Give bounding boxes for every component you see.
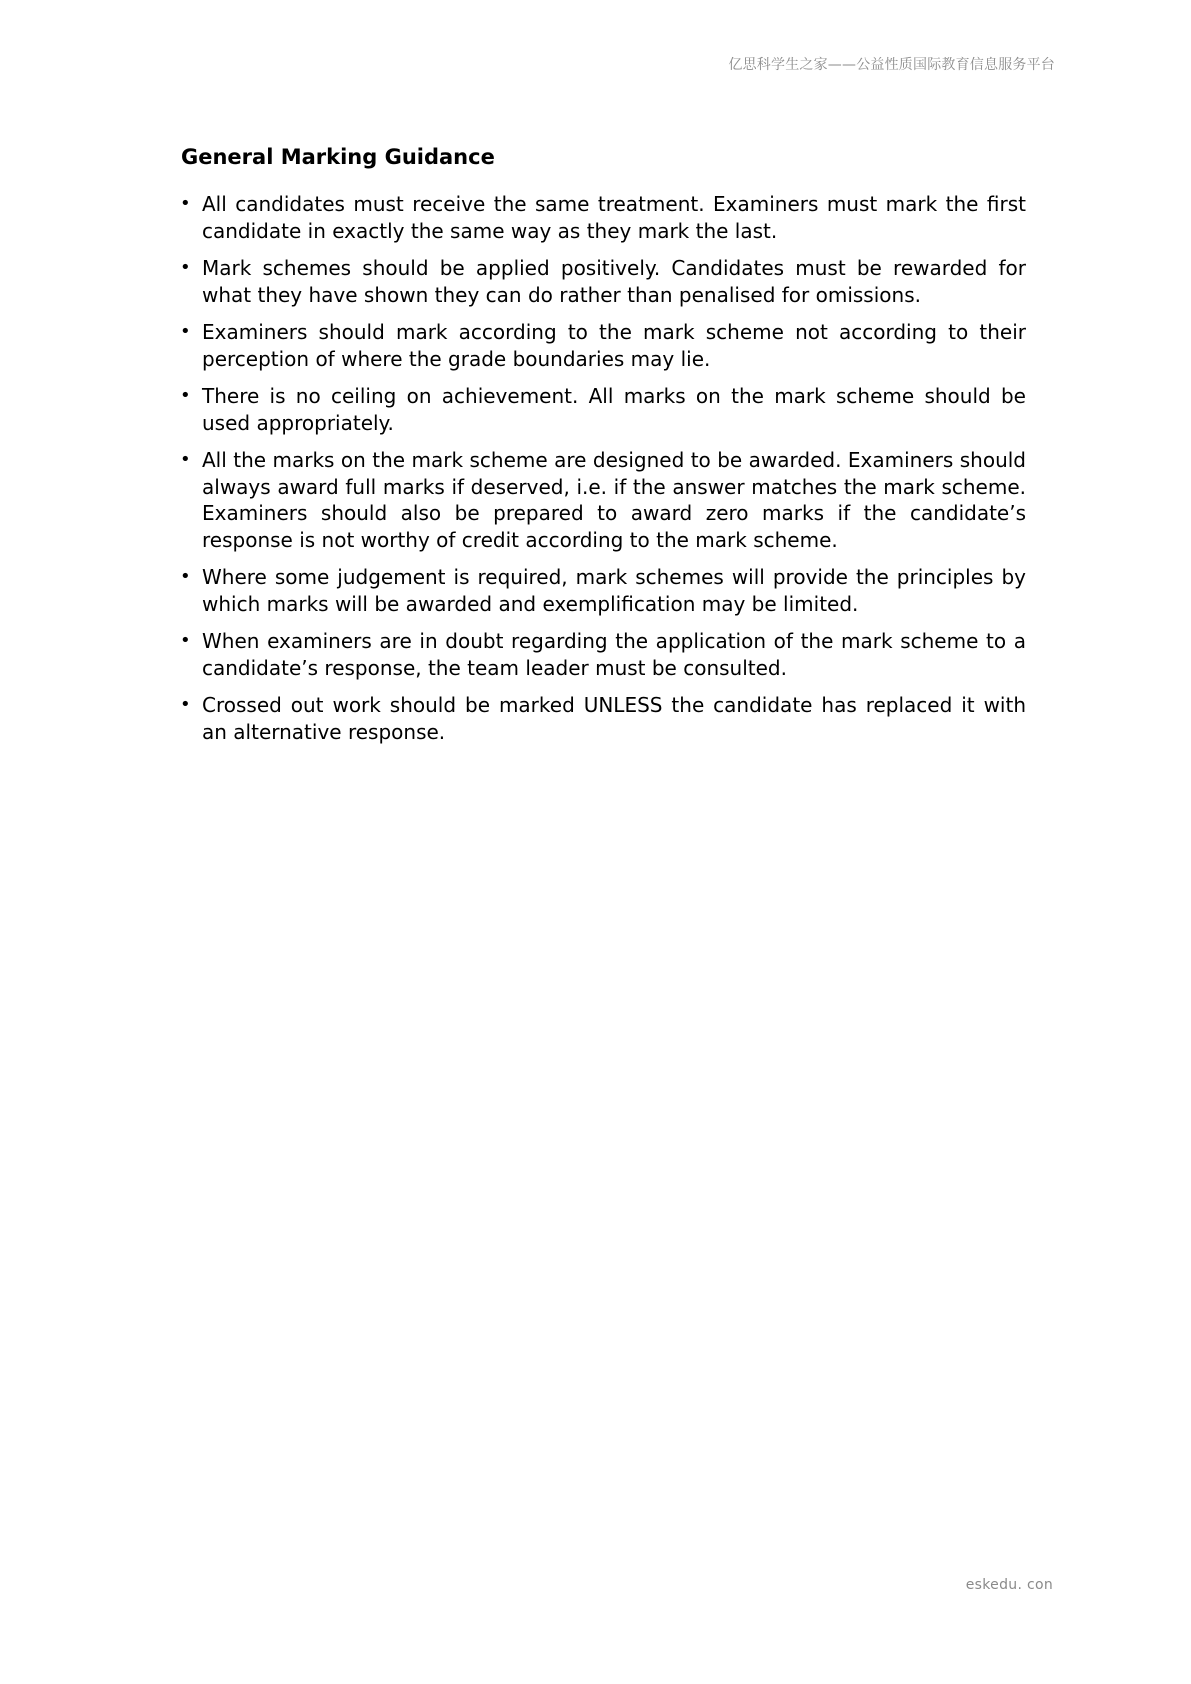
guidance-item-text: All the marks on the mark scheme are designed to be awarded. Examiners should always award full marks if deserved, i.e. if the answer matches the mark scheme. Examiners should also be prepared to award zero marks if the candidate’s response is not worthy of credit according to the mark scheme. <box>202 448 1026 552</box>
guidance-item-text: Crossed out work should be marked UNLESS the candidate has replaced it with an alternative response. <box>202 693 1026 744</box>
bullet-icon: • <box>180 321 191 342</box>
bullet-icon: • <box>180 566 191 587</box>
guidance-item <box>180 383 1026 436</box>
guidance-item <box>180 564 1026 617</box>
header-site-note: 亿思科学生之家——公益性质国际教育信息服务平台 <box>728 57 1055 73</box>
guidance-item <box>180 628 1026 681</box>
bullet-icon: • <box>180 193 191 214</box>
guidance-item-text: There is no ceiling on achievement. All marks on the mark scheme should be used appropriately. <box>202 384 1026 435</box>
footer-site: eskedu. con <box>965 1577 1053 1593</box>
guidance-item <box>180 255 1026 308</box>
bullet-icon: • <box>180 630 191 651</box>
bullet-icon: • <box>180 694 191 715</box>
bullet-icon: • <box>180 257 191 278</box>
marking-guidance-section <box>180 143 1026 756</box>
guidance-item <box>180 447 1026 553</box>
guidance-list <box>180 191 1026 745</box>
bullet-icon: • <box>180 385 191 406</box>
guidance-item <box>180 692 1026 745</box>
guidance-item-text: When examiners are in doubt regarding the application of the mark scheme to a candidate’s response, the team leader must be consulted. <box>202 629 1026 680</box>
guidance-item-text: Where some judgement is required, mark schemes will provide the principles by which marks will be awarded and exemplification may be limited. <box>202 565 1026 616</box>
guidance-item-text: Mark schemes should be applied positively. Candidates must be rewarded for what they have shown they can do rather than penalised for omissions. <box>202 256 1026 307</box>
guidance-item <box>180 319 1026 372</box>
guidance-item-text: All candidates must receive the same treatment. Examiners must mark the first candidate in exactly the same way as they mark the last. <box>202 192 1026 243</box>
guidance-item <box>180 191 1026 244</box>
bullet-icon: • <box>180 449 191 470</box>
guidance-item-text: Examiners should mark according to the mark scheme not according to their perception of where the grade boundaries may lie. <box>202 320 1026 371</box>
section-heading: General Marking Guidance <box>181 145 495 169</box>
